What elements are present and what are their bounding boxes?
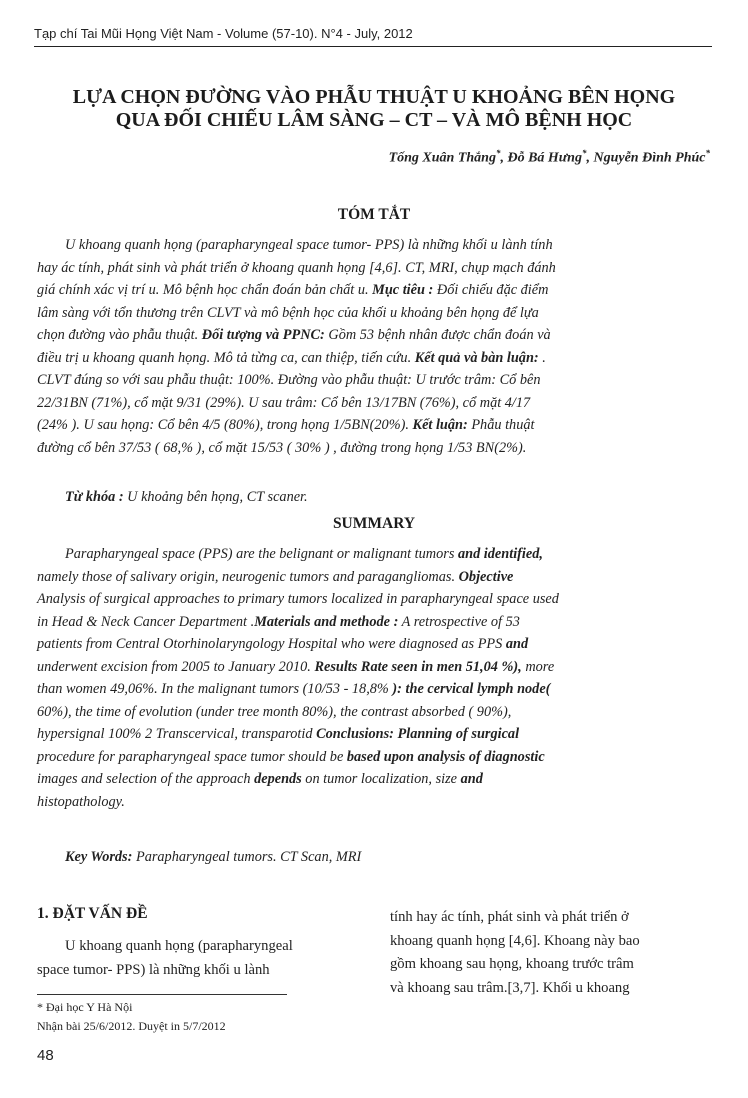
methods-label: Đối tượng và PPNC:: [201, 327, 325, 343]
article-title: [30, 86, 718, 132]
running-header: Tạp chí Tai Mũi Họng Việt Nam - Volume (57-10). N°4 - July, 2012: [34, 26, 413, 41]
author-name: Đỗ Bá Hưng: [507, 150, 582, 166]
summary-line: underwent excision from 2005 to January 2010. Results Rate seen in men 51,04 %), more: [37, 658, 555, 675]
summary-line: histopathology.: [37, 793, 125, 810]
keywords-label: Từ khóa :: [65, 489, 124, 505]
results-label: Kết quả và bàn luận:: [414, 349, 539, 366]
title-line-2: QUA ĐỐI CHIẾU LÂM SÀNG – CT – VÀ MÔ BỆNH HỌC: [115, 109, 633, 131]
body-line: gồm khoang sau họng, khoang trước trâm: [390, 956, 634, 972]
materials-label: Materials and methode :: [254, 613, 399, 630]
footnote-rule: [37, 994, 287, 995]
page-number: 48: [37, 1047, 54, 1064]
summary-line: Parapharyngeal space (PPS) are the belignant or malignant tumors and identified,: [65, 546, 543, 562]
conclusion-label: Kết luận:: [412, 417, 468, 433]
vietnamese-abstract: [37, 234, 712, 459]
summary-line: 60%), the time of evolution (under tree month 80%), the contrast absorbed ( 90%),: [37, 703, 512, 720]
summary-line: Analysis of surgical approaches to primary tumors localized in parapharyngeal space used: [37, 591, 559, 607]
body-line: space tumor- PPS) là những khối u lành: [37, 961, 270, 978]
summary-line: namely those of salivary origin, neurogenic tumors and paragangliomas. Objective: [37, 568, 514, 585]
footnote-dates: Nhận bài 25/6/2012. Duyệt in 5/7/2012: [37, 1019, 226, 1033]
author-list: Tống Xuân Thắng*, Đỗ Bá Hưng*, Nguyễn Đình Phúc*: [388, 148, 710, 166]
english-abstract: [37, 543, 712, 813]
title-line-1: LỰA CHỌN ĐƯỜNG VÀO PHẪU THUẬT U KHOẢNG BÊN HỌNG: [72, 86, 676, 108]
results-label: Results Rate seen in men 51,04 %),: [314, 658, 522, 675]
conclusions-label: Conclusions: Planning of surgical: [316, 726, 520, 742]
summary-line: procedure for parapharyngeal space tumor should be based upon analysis of diagnostic: [37, 748, 545, 765]
affiliation-marker: *: [581, 148, 587, 158]
abstract-line: chọn đường vào phẫu thuật. Đối tượng và PPNC: Gồm 53 bệnh nhân được chẩn đoán và: [37, 327, 551, 343]
summary-line: than women 49,06%. In the malignant tumors (10/53 - 18,8% ): the cervical lymph node(: [37, 681, 551, 697]
summary-line: patients from Central Otorhinolaryngology Hospital who were diagnosed as PPS and: [37, 636, 529, 652]
body-line: và khoang sau trâm.[3,7]. Khối u khoang: [390, 979, 630, 996]
affiliation-marker: *: [495, 148, 501, 158]
summary-line: hypersignal 100% 2 Transcervical, transparotid Conclusions: Planning of surgical: [37, 726, 520, 742]
body-column-right: [390, 906, 715, 1000]
vietnamese-keywords: Từ khóa : U khoảng bên họng, CT scaner.: [65, 489, 308, 505]
objective-label: Objective: [458, 568, 514, 585]
section-heading: 1. ĐẶT VẤN ĐỀ: [37, 905, 148, 922]
abstract-line: U khoang quanh họng (parapharyngeal space tumor- PPS) là những khối u lành tính: [65, 237, 553, 253]
abstract-line: (24% ). U sau họng: Cổ bên 4/5 (80%), trong họng 1/5BN(20%). Kết luận: Phẫu thuật: [37, 417, 535, 433]
abstract-line: hay ác tính, phát sinh và phát triển ở khoang quanh họng [4,6]. CT, MRI, chụp mạch đánh: [37, 259, 556, 276]
abstract-line: giá chính xác vị trí u. Mô bệnh học chẩn đoán bản chất u. Mục tiêu : Đối chiếu đặc điểm: [37, 282, 549, 298]
abstract-line: CLVT đúng so với sau phẫu thuật: 100%. Đường vào phẫu thuật: U trước trâm: Cổ bên: [37, 372, 541, 388]
summary-line: in Head & Neck Cancer Department .Materials and methode : A retrospective of 53: [37, 613, 520, 630]
objective-label: Mục tiêu :: [372, 282, 434, 298]
english-abstract-heading: SUMMARY: [332, 515, 416, 532]
abstract-line: lâm sàng với tổn thương trên CLVT và mô bệnh học của khối u khoảng bên họng để lựa: [37, 304, 539, 321]
keywords-label: Key Words:: [65, 849, 133, 865]
body-line: U khoang quanh họng (parapharyngeal: [65, 938, 293, 954]
author-name: Nguyễn Đình Phúc: [593, 150, 706, 166]
abstract-line: đường cổ bên 37/53 ( 68,% ), cổ mặt 15/53 ( 30% ) , đường trong họng 1/53 BN(2%).: [37, 439, 527, 456]
header-rule: [34, 46, 712, 47]
body-column-left: [37, 935, 362, 982]
vietnamese-abstract-heading: TÓM TẮT: [337, 206, 411, 223]
footnote-affiliation: * Đại học Y Hà Nội: [37, 1000, 133, 1014]
abstract-line: điều trị u khoang quanh họng. Mô tả từng ca, can thiệp, tiến cứu. Kết quả và bàn luận: .: [37, 349, 546, 366]
affiliation-marker: *: [705, 148, 710, 158]
english-keywords: Key Words: Parapharyngeal tumors. CT Scan, MRI: [65, 849, 362, 865]
abstract-line: 22/31BN (71%), cổ mặt 9/31 (29%). U sau trâm: Cổ bên 13/17BN (76%), cổ mặt 4/17: [37, 394, 531, 411]
summary-line: images and selection of the approach depends on tumor localization, size and: [37, 771, 483, 787]
author-name: Tống Xuân Thắng: [388, 150, 496, 166]
body-line: tính hay ác tính, phát sinh và phát triển ở: [390, 909, 629, 925]
body-line: khoang quanh họng [4,6]. Khoang này bao: [390, 932, 640, 949]
